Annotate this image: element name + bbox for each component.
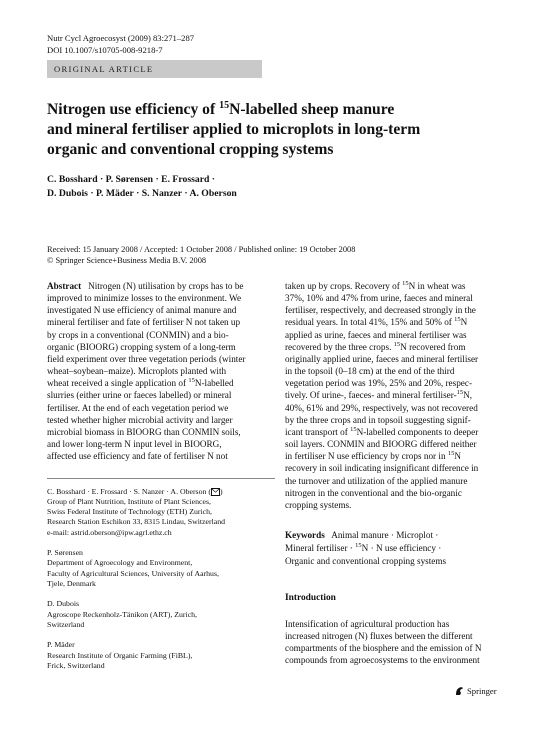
abstract-line: in fertiliser N use efficiency by crops nor in $^{15}$N bbox=[285, 450, 461, 462]
abstract-line: affected use efficiency and fate of fertiliser N not bbox=[47, 451, 228, 462]
title-line-2: and mineral fertiliser applied to microplots in long-term bbox=[47, 121, 421, 138]
intro-line: compounds from agroecosystems to the environment bbox=[285, 655, 480, 666]
intro-line: compartments of the biosphere and the emission of N bbox=[285, 643, 482, 654]
abstract-line: cropping systems. bbox=[285, 499, 352, 510]
abstract-line: recovery in soil indicating insignificant difference in bbox=[285, 463, 479, 474]
affiliation-eth: C. Bosshard · E. Frossard · S. Nanzer · A. Oberson ( ) Group of Plant Nutrition, Institute of Plant Sciences, Swiss Federal Institute of Technology (ETH) Zurich, Research Station Eschikon 33, 8315 Lindau, Switzerland e-mail: astrid.oberson@ipw.agrl.ethz.ch bbox=[47, 487, 225, 537]
abstract-line: fertiliser, respectively, and decreased strongly in the bbox=[285, 305, 476, 316]
abstract-line: 37%, 10% and 47% from urine, faeces and mineral bbox=[285, 293, 473, 304]
abstract-line: the turnover and utilization of the applied manure bbox=[285, 475, 468, 486]
abstract-line: Abstract Nitrogen (N) utilisation by crops has to be bbox=[47, 281, 244, 291]
abstract-line: wheat–soybean–maize). Microplots planted with bbox=[47, 366, 227, 377]
journal-line: Nutr Cycl Agroecosyst (2009) 83:271–287 bbox=[47, 33, 195, 43]
keywords-label: Keywords bbox=[285, 530, 325, 540]
abstract-line: fertiliser. At the end of each vegetation period we bbox=[47, 402, 229, 413]
springer-horse-icon bbox=[455, 686, 464, 696]
abstract-line: wheat received a single application of $^{15}$N-labelled bbox=[47, 377, 234, 389]
abstract-line: tested whether higher microbial activity and larger bbox=[47, 414, 233, 425]
abstract-line: soil layers. CONMIN and BIOORG differed neither bbox=[285, 439, 477, 450]
abstract-line: taken up by crops. Recovery of $^{15}$N in wheat was bbox=[285, 279, 466, 291]
keywords-line: Organic and conventional cropping systems bbox=[285, 556, 447, 566]
abstract-line: residual years. In total 41%, 15% and 50% of $^{15}$N bbox=[285, 316, 468, 328]
abstract-line: tively. Of urine-, faeces- and mineral fertiliser-$^{15}$N, bbox=[285, 389, 473, 401]
article-type-label: ORIGINAL ARTICLE bbox=[54, 64, 154, 74]
publisher-name: Springer bbox=[467, 686, 497, 696]
intro-line: increased nitrogen (N) fluxes between the different bbox=[285, 631, 473, 642]
affiliation-aarhus: P. Sørensen Department of Agroecology and Environment, Faculty of Agricultural Sciences, University of Aarhus, Tjele, Denmark bbox=[47, 548, 219, 588]
publisher-logo bbox=[455, 686, 497, 696]
intro-line: Intensification of agricultural production has bbox=[285, 619, 450, 629]
abstract-line: icant transport of $^{15}$N-labelled components to deeper bbox=[285, 425, 479, 437]
paper-title bbox=[47, 100, 507, 160]
abstract-line: slurries (either urine or faeces labelled) or mineral bbox=[47, 390, 232, 401]
abstract-line: nitrogen in the conventional and the bio-organic bbox=[285, 487, 462, 498]
abstract-line: recovered by the three crops. $^{15}$N recovered from bbox=[285, 340, 466, 352]
abstract-line: investigated N use efficiency of animal manure and bbox=[47, 305, 237, 316]
abstract-line: vegetation period was 19%, 25% and 20%, respec- bbox=[285, 378, 473, 389]
abstract-column-1 bbox=[47, 280, 275, 462]
author-list bbox=[47, 173, 237, 201]
keywords bbox=[285, 529, 500, 568]
affiliation-art: D. Dubois Agroscope Reckenholz-Tänikon (ART), Zurich, Switzerland bbox=[47, 599, 198, 629]
abstract-line: in the topsoil (0–18 cm) at the end of the third bbox=[285, 366, 455, 377]
affiliation-fibl: P. Mäder Research Institute of Organic Farming (FiBL), Frick, Switzerland bbox=[47, 640, 193, 670]
introduction-body bbox=[285, 618, 500, 667]
copyright-line: © Springer Science+Business Media B.V. 2008 bbox=[47, 256, 207, 266]
abstract-line: 40%, 61% and 29%, respectively, was not recovered bbox=[285, 402, 478, 413]
keywords-line: Keywords Animal manure · Microplot · bbox=[285, 530, 439, 540]
envelope-icon bbox=[211, 488, 220, 496]
keywords-line: Mineral fertiliser · $^{15}$N · N use efficiency · bbox=[285, 541, 442, 553]
abstract-line: organic (BIOORG) cropping system of a long-term bbox=[47, 341, 236, 352]
abstract-line: applied as urine, faeces and mineral fertiliser was bbox=[285, 329, 467, 340]
affiliations bbox=[47, 487, 275, 681]
title-line-3: organic and conventional cropping systems bbox=[47, 141, 334, 158]
abstract-line: mineral fertiliser and fate of fertiliser N not taken up bbox=[47, 317, 241, 328]
abstract-line: and lower long-term N input level in BIOORG, bbox=[47, 439, 222, 450]
abstract-line: microbial biomass in BIOORG than CONMIN soils, bbox=[47, 426, 241, 437]
article-type-banner bbox=[47, 60, 262, 78]
title-line-1: Nitrogen use efficiency of $^{15}$N-labelled sheep manure bbox=[47, 99, 395, 118]
abstract-line: by crops in a conventional (CONMIN) and a bio- bbox=[47, 329, 229, 340]
introduction-heading: Introduction bbox=[285, 593, 336, 603]
authors-line-1: C. Bosshard · P. Sørensen · E. Frossard · bbox=[47, 174, 216, 185]
abstract-column-2 bbox=[285, 280, 500, 511]
dates-line: Received: 15 January 2008 / Accepted: 1 October 2008 / Published online: 19 October 2008 bbox=[47, 245, 356, 254]
abstract-label: Abstract bbox=[47, 281, 82, 291]
authors-line-2: D. Dubois · P. Mäder · S. Nanzer · A. Oberson bbox=[47, 188, 237, 199]
journal-citation bbox=[47, 33, 194, 56]
publication-dates bbox=[47, 244, 507, 266]
abstract-line: originally applied urine, faeces and mineral fertiliser bbox=[285, 353, 479, 364]
doi-line: DOI 10.1007/s10705-008-9218-7 bbox=[47, 44, 163, 55]
abstract-line: by the three crops and in topsoil suggesting signif- bbox=[285, 414, 471, 425]
contact-email[interactable]: e-mail: astrid.oberson@ipw.agrl.ethz.ch bbox=[47, 527, 172, 537]
abstract-line: field experiment over three vegetation periods (winter bbox=[47, 353, 246, 364]
abstract-line: improved to minimize losses to the environment. We bbox=[47, 293, 242, 304]
footnote-divider bbox=[47, 478, 275, 479]
